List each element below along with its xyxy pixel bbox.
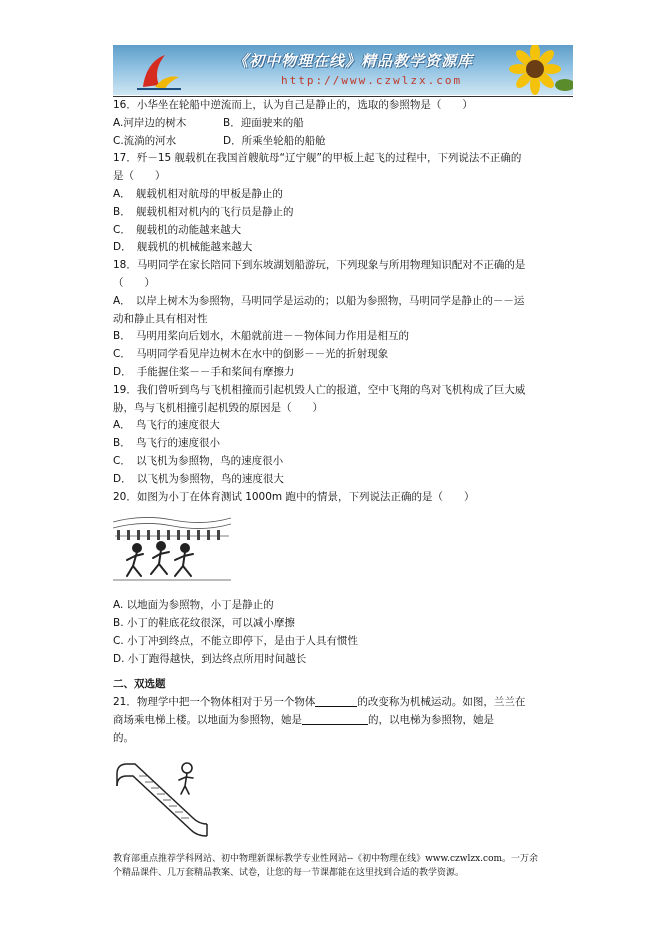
q21-text-part2: 的改变称为机械运动。如图，兰兰在 (357, 696, 526, 709)
section-title-double-choice: 二、双选题 (113, 678, 166, 691)
q21-text-part3: 商场乘电梯上楼。以地面为参照物，她是 (113, 713, 302, 726)
q19-stem-line2: 胁，鸟与飞机相撞引起机毁的原因是（ ） (113, 401, 323, 414)
runners-illustration (113, 510, 231, 586)
site-logo-icon (135, 51, 183, 91)
q18-option-a-line2: 动和静止具有相对性 (113, 312, 208, 325)
q16-stem: 16．小华坐在轮船中逆流而上，认为自己是静止的，选取的参照物是（ ） (113, 99, 473, 111)
q21-line3: 的。 (113, 731, 134, 744)
q21-line1 (113, 694, 575, 712)
q17-option-d: D． 舰载机的机械能越来越大 (113, 241, 253, 254)
q18-stem-line2: （ ） (113, 276, 155, 289)
q16-option-c: C.流淌的河水 (113, 134, 177, 147)
q19-option-c: C． 以飞机为参照物，鸟的速度很小 (113, 454, 284, 467)
q18-stem-line1: 18．马明同学在家长陪同下到东坡湖划船游玩，下列现象与所用物理知识配对不正确的是 (113, 259, 526, 272)
banner-url: http://www.czwlzx.com (281, 74, 463, 87)
q18-option-b: B． 马明用桨向后划水，木船就前进－－物体间力作用是相互的 (113, 330, 409, 343)
document-body (113, 97, 575, 850)
page-footer (113, 852, 575, 880)
q20-option-a: A. 以地面为参照物，小丁是静止的 (113, 599, 274, 612)
q21-blank-1 (315, 694, 357, 707)
q18-option-c: C． 马明同学看见岸边树木在水中的倒影－－光的折射现象 (113, 348, 389, 361)
q16-options-row2 (113, 133, 575, 151)
q19-option-a: A． 鸟飞行的速度很大 (113, 419, 220, 432)
q19-option-b: B． 鸟飞行的速度很小 (113, 437, 220, 450)
q20-option-c: C. 小丁冲到终点，不能立即停下，是由于人具有惯性 (113, 634, 359, 647)
q18-option-d: D． 手能握住桨－－手和桨间有摩擦力 (113, 365, 295, 378)
q16-option-b: B．迎面驶来的船 (223, 116, 304, 129)
q20-option-d: D. 小丁跑得越快，到达终点所用时间越长 (113, 652, 307, 665)
banner-title: 《初中物理在线》精品教学资源库 (233, 52, 474, 70)
q20-option-b: B. 小丁的鞋底花纹很深，可以减小摩擦 (113, 616, 295, 629)
q19-stem-line1: 19．我们曾听到鸟与飞机相撞而引起机毁人亡的报道，空中飞翔的鸟对飞机构成了巨大威 (113, 383, 526, 396)
q21-text-part1: 21．物理学中把一个物体相对于另一个物体 (113, 696, 316, 709)
q17-option-c: C． 舰载机的动能越来越大 (113, 223, 242, 236)
q17-stem-line1: 17．歼－15 舰载机在我国首艘航母“辽宁舰”的甲板上起飞的过程中，下列说法不正确的 (113, 152, 522, 165)
q20-stem: 20．如图为小丁在体育测试 1000m 跑中的情景，下列说法正确的是（ ） (113, 490, 475, 503)
q21-line2 (113, 712, 575, 730)
sunflower-icon (505, 45, 573, 95)
escalator-illustration (113, 754, 213, 844)
q16-option-d: D．所乘坐轮船的船舱 (223, 134, 326, 147)
q17-option-b: B． 舰载机相对机内的飞行员是静止的 (113, 205, 294, 218)
header-banner (113, 45, 573, 95)
q18-option-a-line1: A． 以岸上树木为参照物，马明同学是运动的；以船为参照物，马明同学是静止的－－运 (113, 294, 525, 307)
q21-blank-2 (302, 712, 368, 725)
q17-option-a: A． 舰载机相对航母的甲板是静止的 (113, 187, 283, 200)
footer-line2: 个精品课件、几万套精品教案、试卷，让您的每一节课都能在这里找到合适的教学资源。 (113, 868, 465, 878)
q16-options-row1 (113, 115, 575, 133)
q16-option-a: A.河岸边的树木 (113, 116, 187, 129)
q17-stem-line2: 是（ ） (113, 170, 166, 183)
q19-option-d: D． 以飞机为参照物，鸟的速度很大 (113, 472, 284, 485)
q21-text-part4: 的，以电梯为参照物，她是 (368, 713, 494, 726)
footer-line1: 教育部重点推荐学科网站、初中物理新课标教学专业性网站--《初中物理在线》www.czwlzx.com。一万余 (113, 854, 539, 864)
